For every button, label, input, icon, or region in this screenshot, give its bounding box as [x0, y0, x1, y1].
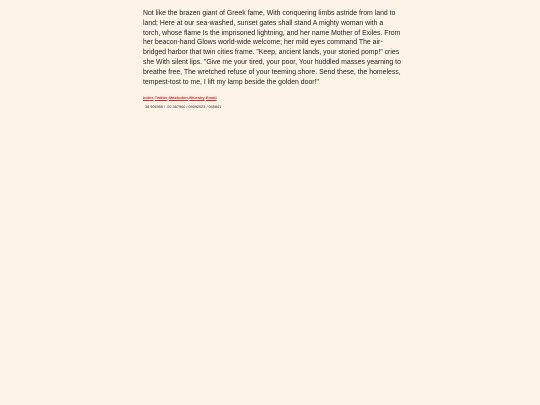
main-content: [143, 9, 401, 110]
link-separator: -: [167, 95, 169, 101]
link-bluesky[interactable]: Bluesky: [189, 95, 205, 101]
link-mastodon[interactable]: Mastodon: [168, 95, 188, 101]
link-separator: -: [153, 95, 155, 101]
link-index[interactable]: Index: [143, 95, 154, 101]
link-separator: -: [187, 95, 190, 101]
link-twitter[interactable]: Twitter: [154, 95, 168, 101]
link-separator: -: [204, 95, 206, 101]
link-list: [143, 95, 401, 100]
poem-text: Not like the brazen giant of Greek fame, With conquering limbs astride from land to land; Here at our sea-washed, sunset gates shall stand A mighty woman with a torch, whose flame Is the imprisoned lightning, and her name Mother of Exiles. From her beacon-hand Glows world-wide welcome; her mild eyes command The air-bridged harbor that twin cities frame. "Keep, ancient lands, your storied pomp!" cries she With silent lips. "Give me your tired, your poor, Your huddled masses yearning to breathe free, The wretched refuse of your teeming shore. Send these, the homeless, tempest-tost to me, I lift my lamp beside the golden door!": [143, 10, 401, 86]
coordinates-readout: 38.904955 / -92.367960 / 09092023 / 045841: [145, 105, 222, 110]
link-email[interactable]: Email: [205, 95, 217, 101]
